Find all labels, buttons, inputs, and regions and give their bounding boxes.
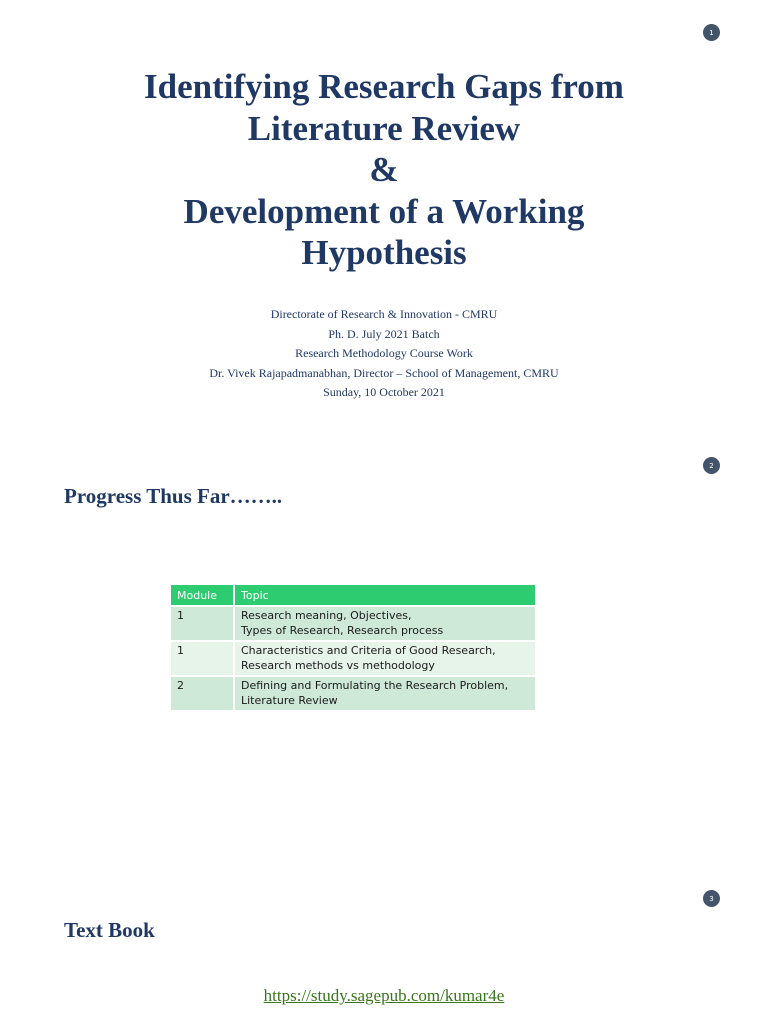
page-number-badge: 3 xyxy=(703,890,720,907)
slide-1 xyxy=(0,0,768,433)
module-header: Module xyxy=(171,585,234,606)
topic-line: Literature Review xyxy=(241,693,338,707)
main-title xyxy=(0,66,768,274)
topic-cell xyxy=(234,676,535,710)
topic-line: Characteristics and Criteria of Good Research, xyxy=(241,644,496,657)
date-line: Sunday, 10 October 2021 xyxy=(323,385,445,399)
slide-2 xyxy=(0,433,768,866)
title-line: & xyxy=(369,150,399,189)
page-number-badge: 2 xyxy=(703,457,720,474)
page-number-badge: 1 xyxy=(703,24,720,41)
module-cell: 1 xyxy=(171,606,234,641)
table-row xyxy=(171,641,535,676)
topic-header: Topic xyxy=(234,585,535,606)
topic-cell xyxy=(234,606,535,641)
textbook-link[interactable]: https://study.sagepub.com/kumar4e xyxy=(263,986,505,1005)
table-row xyxy=(171,606,535,641)
topic-line: Research methods vs methodology xyxy=(241,658,435,672)
author-line: Dr. Vivek Rajapadmanabhan, Director – School of Management, CMRU xyxy=(209,365,559,380)
title-line: Literature Review xyxy=(247,108,521,148)
topic-line: Research meaning, Objectives, xyxy=(241,609,412,622)
topic-cell xyxy=(234,641,535,676)
slide-3 xyxy=(0,866,768,1024)
title-line: Development of a Working xyxy=(183,191,585,231)
topic-line: Types of Research, Research process xyxy=(241,623,444,637)
textbook-heading: Text Book xyxy=(64,918,155,942)
module-cell: 1 xyxy=(171,641,234,676)
progress-table xyxy=(171,585,535,710)
table-row xyxy=(171,676,535,710)
table-header-row xyxy=(171,585,535,606)
course-line: Research Methodology Course Work xyxy=(295,346,473,360)
topic-line: Defining and Formulating the Research Problem, xyxy=(241,679,509,692)
batch-line: Ph. D. July 2021 Batch xyxy=(328,326,440,341)
subtitle-block xyxy=(0,305,768,403)
progress-heading: Progress Thus Far…….. xyxy=(64,484,283,508)
textbook-link-wrapper xyxy=(0,986,768,1006)
title-line: Identifying Research Gaps from xyxy=(144,67,624,106)
title-line: Hypothesis xyxy=(301,233,467,272)
module-cell: 2 xyxy=(171,676,234,710)
directorate-line: Directorate of Research & Innovation - CMRU xyxy=(270,307,498,321)
